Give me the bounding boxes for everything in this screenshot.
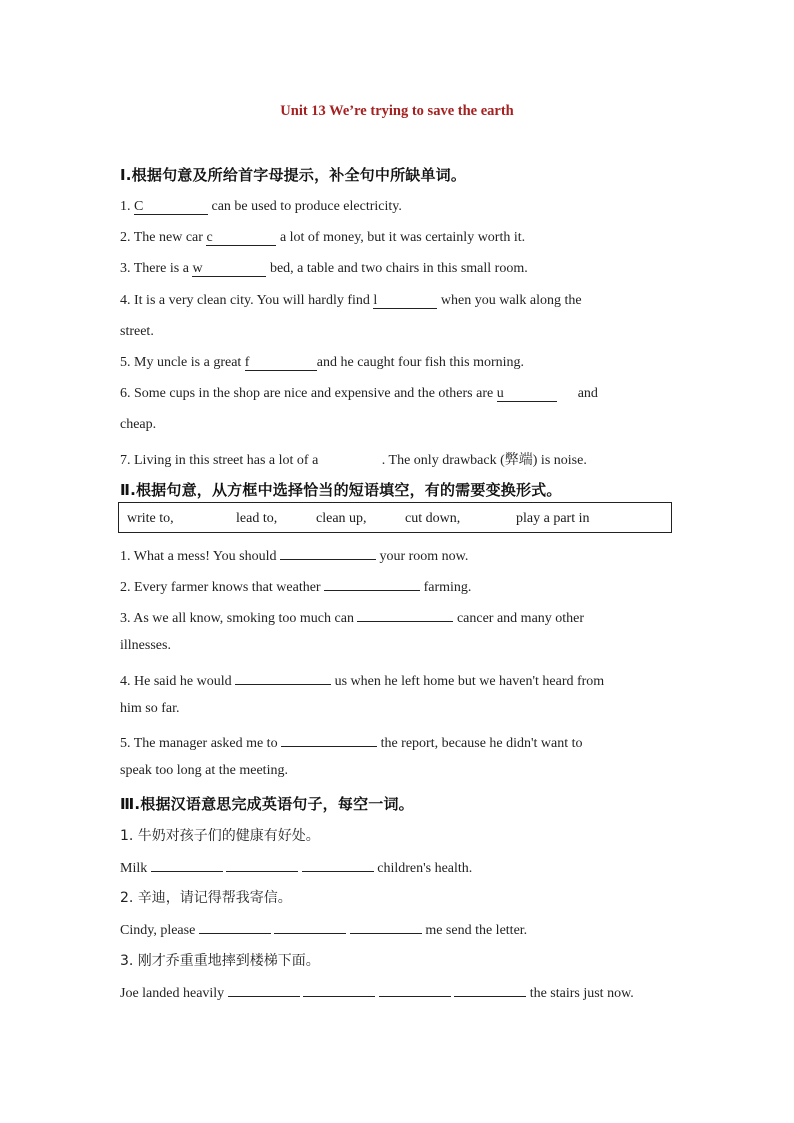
q-text: when you walk along the bbox=[440, 293, 582, 308]
q-text: the stairs just now. bbox=[529, 986, 634, 1001]
q-text: Milk bbox=[120, 861, 148, 876]
answer-blank[interactable] bbox=[280, 545, 376, 560]
answer-blank[interactable] bbox=[245, 356, 317, 371]
answer-blank[interactable] bbox=[228, 982, 300, 997]
phrase-item: clean up, bbox=[316, 511, 367, 526]
q-text: bed, a table and two chairs in this small room. bbox=[269, 261, 528, 276]
q-text: farming. bbox=[423, 580, 472, 595]
q-text: 5. The manager asked me to bbox=[120, 736, 278, 751]
q-text: 1. What a mess! You should bbox=[120, 549, 277, 564]
q-text: can be used to produce electricity. bbox=[211, 199, 402, 214]
hint-letter: l bbox=[373, 293, 378, 308]
answer-blank[interactable] bbox=[357, 607, 453, 622]
question-2-1 bbox=[120, 545, 468, 565]
section-1-heading: Ⅰ.根据句意及所给首字母提示，补全句中所缺单词。 bbox=[120, 166, 467, 184]
answer-blank[interactable] bbox=[303, 982, 375, 997]
answer-blank[interactable] bbox=[226, 857, 298, 872]
section-2-heading: Ⅱ.根据句意，从方框中选择恰当的短语填空，有的需要变换形式。 bbox=[120, 481, 562, 499]
page-title: Unit 13 We’re trying to save the earth bbox=[280, 103, 514, 119]
q-text: children's health. bbox=[377, 861, 473, 876]
question-1-4 bbox=[120, 293, 582, 309]
question-1-3 bbox=[120, 261, 528, 277]
hint-letter: u bbox=[496, 386, 504, 401]
answer-blank[interactable] bbox=[235, 670, 331, 685]
phrase-item: lead to, bbox=[236, 511, 278, 526]
answer-blank[interactable] bbox=[497, 387, 557, 402]
hint-letter: C bbox=[134, 199, 144, 214]
answer-blank[interactable] bbox=[454, 982, 526, 997]
q-text: 4. It is a very clean city. You will hardly find bbox=[120, 293, 370, 308]
q-text: and bbox=[577, 386, 598, 401]
q-text: 6. Some cups in the shop are nice and expensive and the others are bbox=[120, 386, 494, 401]
q-text: 5. My uncle is a great bbox=[120, 355, 242, 370]
phrase-item: play a part in bbox=[516, 511, 590, 526]
q-text: 2. The new car bbox=[120, 230, 203, 245]
q-text: 3. As we all know, smoking too much can bbox=[120, 611, 354, 626]
hint-letter: c bbox=[206, 230, 213, 245]
answer-blank[interactable] bbox=[324, 576, 420, 591]
answer-blank[interactable] bbox=[373, 294, 437, 309]
q-text: Joe landed heavily bbox=[120, 986, 225, 1001]
question-2-5 bbox=[120, 732, 583, 752]
answer-blank[interactable] bbox=[274, 919, 346, 934]
question-1-6-continued: cheap. bbox=[120, 417, 157, 432]
question-2-4 bbox=[120, 670, 604, 690]
q-text: and he caught four fish this morning. bbox=[316, 355, 525, 370]
q-text: 3. There is a bbox=[120, 261, 189, 276]
question-1-7 bbox=[120, 449, 587, 469]
question-2-4-continued: him so far. bbox=[120, 701, 180, 716]
question-3-2-chinese: 2. 辛迪，请记得帮我寄信。 bbox=[120, 890, 292, 906]
q-text: your room now. bbox=[379, 549, 469, 564]
q-text: . The only drawback (弊端) is noise. bbox=[381, 453, 587, 468]
question-1-2 bbox=[120, 230, 525, 246]
phrase-box bbox=[118, 502, 672, 533]
answer-blank[interactable] bbox=[151, 857, 223, 872]
question-3-3-chinese: 3. 刚才乔重重地摔到楼梯下面。 bbox=[120, 953, 320, 969]
answer-blank[interactable] bbox=[134, 200, 208, 215]
q-number: 1. bbox=[120, 199, 131, 214]
q-text: 4. He said he would bbox=[120, 674, 232, 689]
answer-blank[interactable] bbox=[379, 982, 451, 997]
answer-blank[interactable] bbox=[199, 919, 271, 934]
phrase-item: cut down, bbox=[405, 511, 461, 526]
answer-blank[interactable] bbox=[206, 231, 276, 246]
q-text: a lot of money, but it was certainly worth it. bbox=[279, 230, 526, 245]
question-2-5-continued: speak too long at the meeting. bbox=[120, 763, 288, 778]
q-text: 2. Every farmer knows that weather bbox=[120, 580, 321, 595]
answer-blank[interactable] bbox=[281, 732, 377, 747]
answer-blank[interactable] bbox=[302, 857, 374, 872]
q-text: us when he left home but we haven't heard from bbox=[334, 674, 605, 689]
q-text: me send the letter. bbox=[425, 923, 528, 938]
answer-blank[interactable] bbox=[350, 919, 422, 934]
question-3-2 bbox=[120, 919, 527, 939]
question-1-5 bbox=[120, 355, 524, 371]
q-text: the report, because he didn't want to bbox=[380, 736, 583, 751]
question-2-2 bbox=[120, 576, 471, 596]
question-2-3 bbox=[120, 607, 584, 627]
hint-letter: f bbox=[244, 355, 250, 370]
section-3-heading: Ⅲ.根据汉语意思完成英语句子，每空一词。 bbox=[120, 795, 414, 813]
question-2-3-continued: illnesses. bbox=[120, 638, 171, 653]
q-text: 7. Living in this street has a lot of a bbox=[120, 453, 319, 468]
question-1-4-continued: street. bbox=[120, 324, 154, 339]
answer-blank[interactable] bbox=[192, 262, 266, 277]
question-1-6 bbox=[120, 386, 598, 402]
question-1-1 bbox=[120, 199, 402, 215]
question-3-1 bbox=[120, 857, 472, 877]
q-text: cancer and many other bbox=[456, 611, 585, 626]
phrase-item: write to, bbox=[127, 511, 174, 526]
question-3-3 bbox=[120, 982, 634, 1002]
question-3-1-chinese: 1. 牛奶对孩子们的健康有好处。 bbox=[120, 828, 320, 844]
hint-letter: w bbox=[192, 261, 203, 276]
q-text: Cindy, please bbox=[120, 923, 196, 938]
